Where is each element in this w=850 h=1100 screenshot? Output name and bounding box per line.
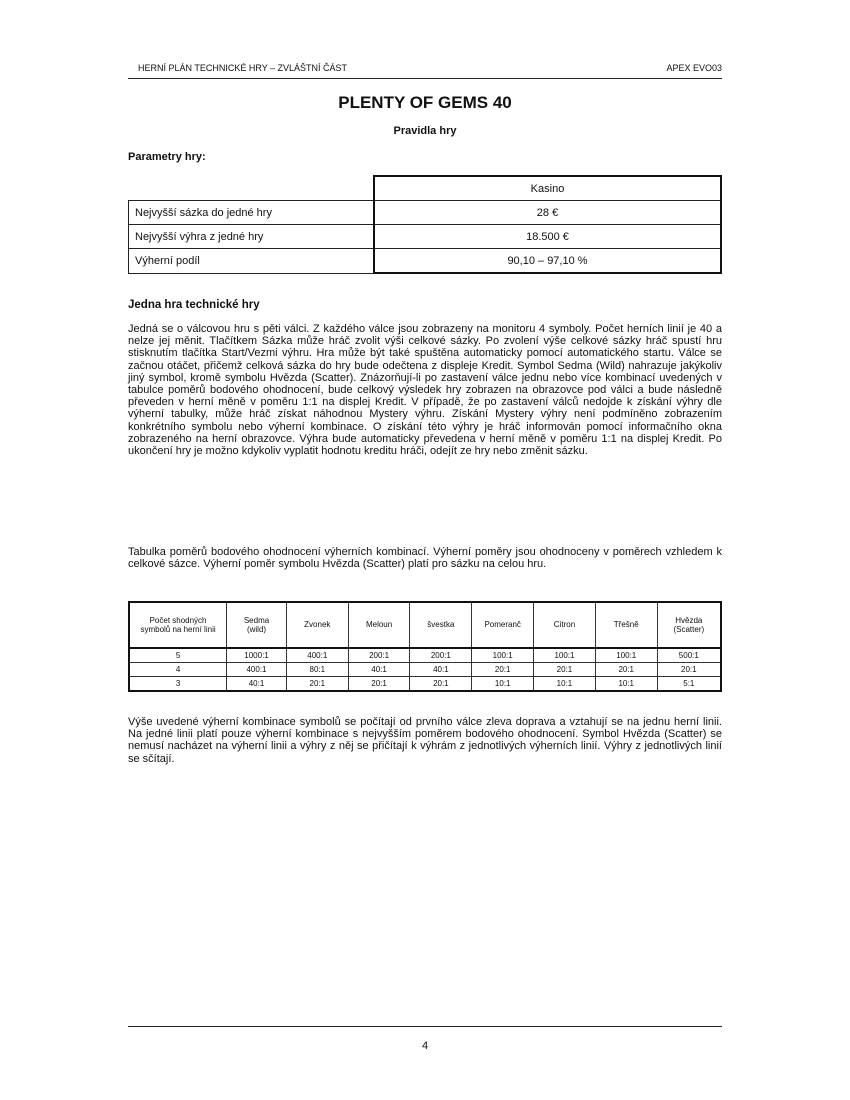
paytable-header-pomeranc: Pomeranč <box>472 602 534 648</box>
paytable-cell: 4 <box>129 663 227 677</box>
page-header <box>128 63 722 77</box>
paytable-row <box>129 663 721 677</box>
params-row <box>129 249 722 274</box>
paytable-cell: 100:1 <box>534 648 596 663</box>
footer-divider <box>128 1026 722 1027</box>
paytable-header-sedma <box>227 602 287 648</box>
header-line: Hvězda <box>675 615 703 625</box>
paytable-cell: 40:1 <box>410 663 472 677</box>
paytable-cell: 20:1 <box>534 663 596 677</box>
paytable-cell: 100:1 <box>595 648 657 663</box>
params-row-value: 28 € <box>374 201 721 225</box>
paytable-intro-paragraph: Tabulka poměrů bodového ohodnocení výherních kombinací. Výherní poměry jsou ohodnoceny v poměrech vzhledem k celkové sázce. Výherní poměr symbolu Hvězda (Scatter) platí pro sázku na celou hru. <box>128 546 722 571</box>
paytable-cell: 10:1 <box>595 677 657 692</box>
params-row-label: Výherní podíl <box>129 249 375 274</box>
params-row-label: Nejvyšší sázka do jedné hry <box>129 201 375 225</box>
params-row <box>129 201 722 225</box>
header-divider <box>128 78 722 79</box>
paytable-cell: 5:1 <box>657 677 721 692</box>
paytable-header-tresne: Třešně <box>595 602 657 648</box>
header-line: Sedma <box>243 615 270 625</box>
header-line: (Scatter) <box>673 625 705 634</box>
paytable-cell: 20:1 <box>410 677 472 692</box>
paytable-cell: 5 <box>129 648 227 663</box>
paytable-cell: 20:1 <box>595 663 657 677</box>
paytable-notes-paragraph: Výše uvedené výherní kombinace symbolů se počítají od prvního válce zleva doprava a vztahují se na jednu herní linii. Na jedné linii platí pouze výherní kombinace s nejvyšším poměrem bodového ohodnocení. Symbol Hvězda (Scatter) se nemusí nacházet na výherní linii a výhry z něj se přičítají k výhrám z jednotlivých výherních linií. Výhry z jednotlivých linií se sčítají. <box>128 716 722 765</box>
params-header-row <box>129 176 722 201</box>
page-subtitle: Pravidla hry <box>393 125 457 137</box>
paytable-cell: 1000:1 <box>227 648 287 663</box>
paytable-cell: 10:1 <box>534 677 596 692</box>
params-row <box>129 225 722 249</box>
paytable <box>128 601 722 692</box>
params-heading: Parametry hry: <box>128 151 206 163</box>
paytable-cell: 20:1 <box>657 663 721 677</box>
params-row-label: Nejvyšší výhra z jedné hry <box>129 225 375 249</box>
paytable-cell: 3 <box>129 677 227 692</box>
paytable-cell: 80:1 <box>286 663 348 677</box>
section-heading: Jedna hra technické hry <box>128 299 260 311</box>
params-empty-cell <box>129 176 375 201</box>
paytable-header-hvezda <box>657 602 721 648</box>
params-row-value: 90,10 – 97,10 % <box>374 249 721 274</box>
paytable-cell: 10:1 <box>472 677 534 692</box>
header-line: Počet shodných <box>149 615 207 625</box>
params-table <box>128 175 722 274</box>
paytable-header-meloun: Meloun <box>348 602 410 648</box>
paytable-cell: 500:1 <box>657 648 721 663</box>
params-column-header: Kasino <box>374 176 721 201</box>
paytable-header-zvonek: Zvonek <box>286 602 348 648</box>
paytable-cell: 20:1 <box>472 663 534 677</box>
paytable-header-svestka: švestka <box>410 602 472 648</box>
header-line: (wild) <box>246 625 267 634</box>
paytable-cell: 200:1 <box>410 648 472 663</box>
game-description-paragraph: Jedná se o válcovou hru s pěti válci. Z každého válce jsou zobrazeny na monitoru 4 symboly. Počet herních linií je 40 a nelze jej měnit. Tlačítkem Sázka může hráč zvolit výši celkové sázky. Po zvolení výše celkové sázky hráč spustí hru stisknutím tlačítka Start/Vezmi výhru. Hra může být také spuštěna automaticky pomocí automatického startu. Válce se začnou otáčet, přičemž celková sázka do hry bude odečtena z displeje Kredit. Symbol Sedma (Wild) nahrazuje jakýkoliv jiný symbol, kromě symbolu Hvězda (Scatter). Znázorňují-li po zastavení válce jednu nebo více kombinací uvedených v tabulce poměrů bodového ohodnocení, bude celkový výsledek hry zobrazen na obrazovce pod válci a bude následně převeden v herní měně v poměru 1:1 na displej Kredit. V případě, že po zastavení válců nedojde k získání výhry dle výherní tabulky, může hráč získat náhodnou Mystery výhru. Získání Mystery výhry není podmíněno zobrazením konkrétního symbolu nebo výherní kombinace. O získání této výhry je hráč informován pomocí informačního okna zobrazeného na herní obrazovce. Výhra bude automaticky převedena v herní měně v poměru 1:1 na displej Kredit. Po ukončení hry je možno kdykoliv vyplatit hodnotu kreditu hráči, odejít ze hry nebo změnit sázku. <box>128 323 722 458</box>
page-number: 4 <box>421 1040 429 1052</box>
paytable-cell: 400:1 <box>286 648 348 663</box>
header-line: symbolů na herní linii <box>140 625 216 634</box>
paytable-cell: 40:1 <box>348 663 410 677</box>
paytable-header-citron: Citron <box>534 602 596 648</box>
header-game-code: APEX EVO03 <box>666 63 722 73</box>
paytable-header-row <box>129 602 721 648</box>
paytable-cell: 40:1 <box>227 677 287 692</box>
paytable-cell: 20:1 <box>348 677 410 692</box>
paytable-cell: 100:1 <box>472 648 534 663</box>
header-document-title: HERNÍ PLÁN TECHNICKÉ HRY – ZVLÁŠTNÍ ČÁST <box>138 63 348 73</box>
params-row-value: 18.500 € <box>374 225 721 249</box>
paytable-cell: 200:1 <box>348 648 410 663</box>
page-title: PLENTY OF GEMS 40 <box>338 93 512 112</box>
paytable-row <box>129 677 721 692</box>
paytable-row <box>129 648 721 663</box>
paytable-cell: 400:1 <box>227 663 287 677</box>
paytable-header-count <box>129 602 227 648</box>
paytable-cell: 20:1 <box>286 677 348 692</box>
